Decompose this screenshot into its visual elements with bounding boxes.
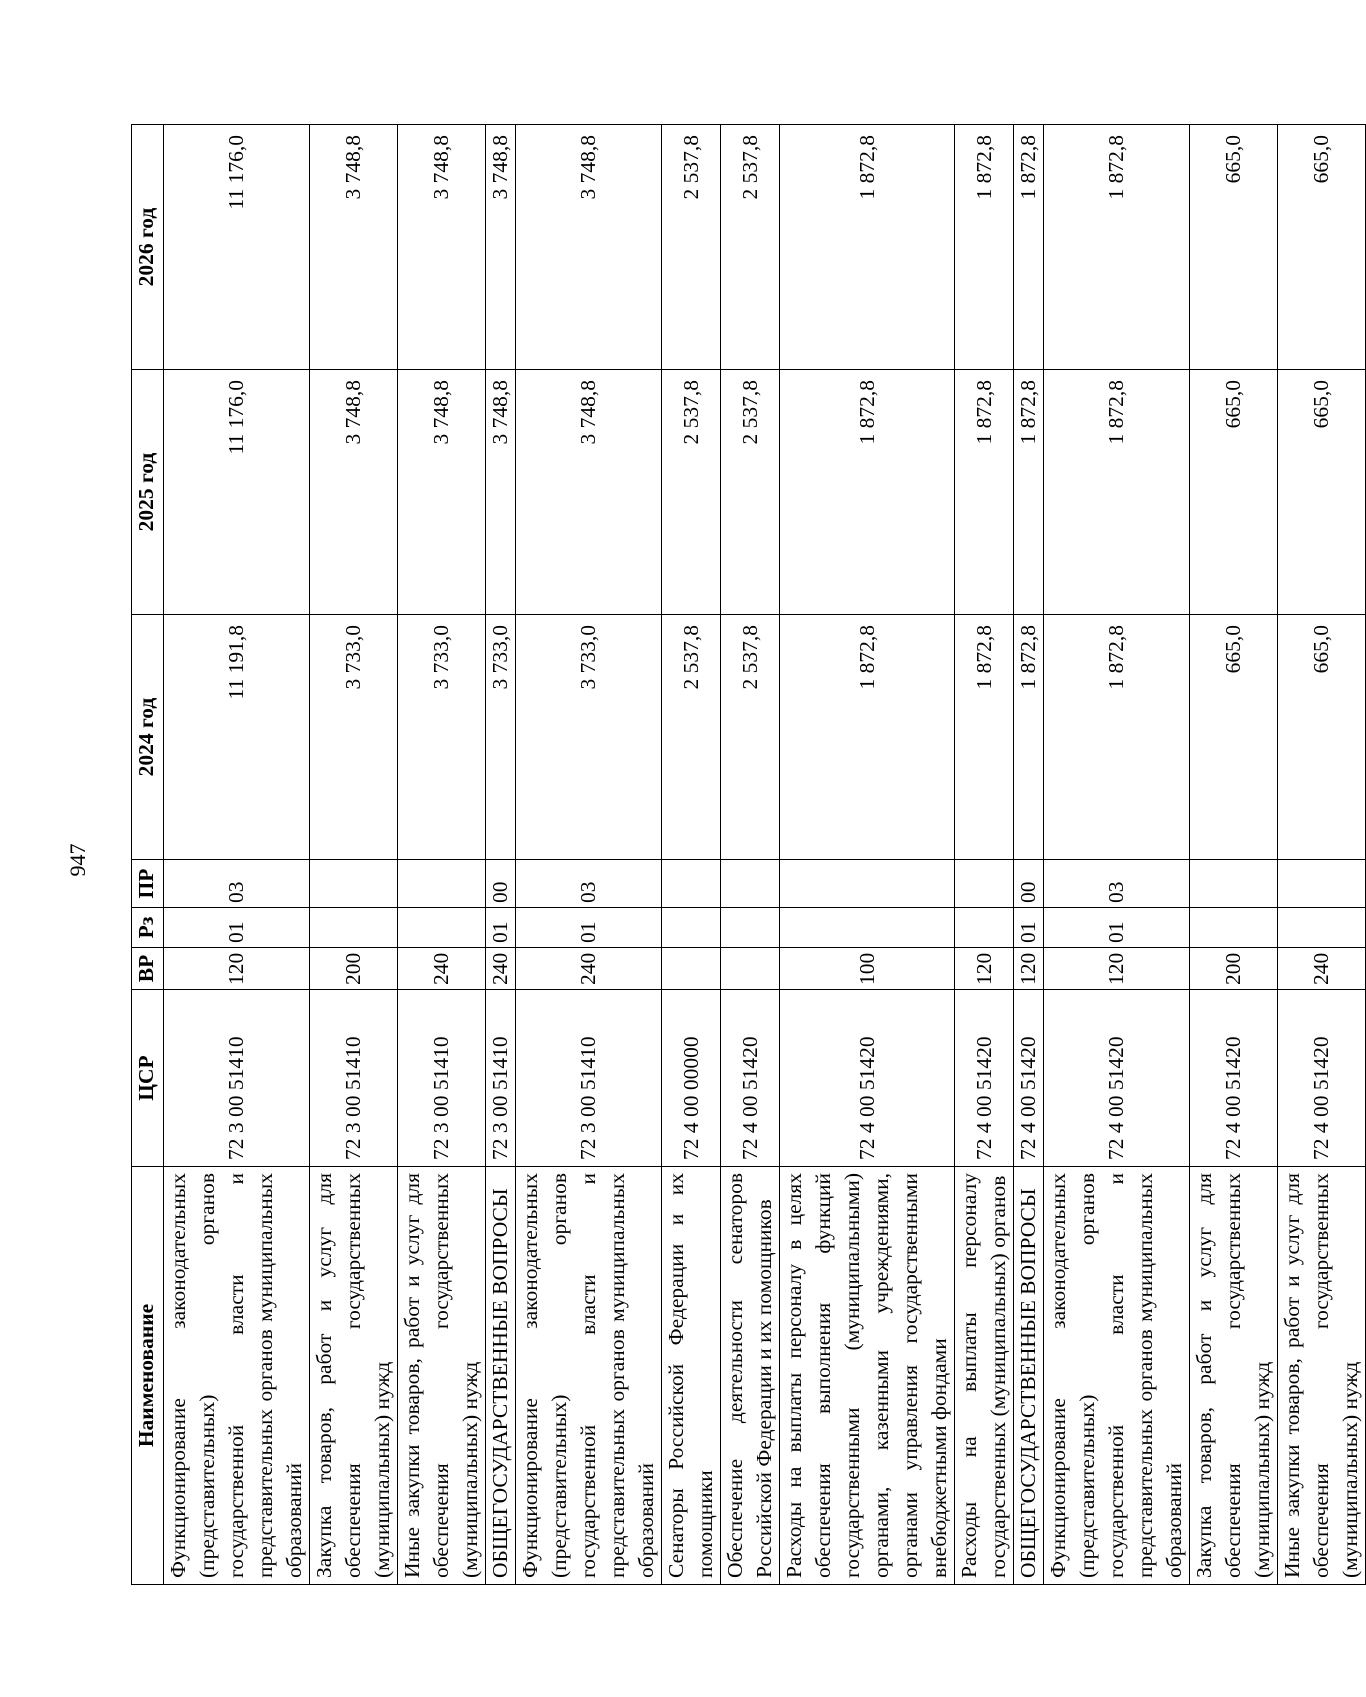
- table-row: [955, 125, 1014, 1585]
- table-row: [1014, 125, 1044, 1585]
- row-2024: 1 872,8: [780, 615, 955, 860]
- row-csr: 72 3 00 51410: [516, 990, 662, 1167]
- row-pr: [1278, 860, 1366, 908]
- row-vr: 120: [164, 948, 310, 990]
- header-rz: Рз: [132, 908, 164, 948]
- header-2026: 2026 год: [132, 125, 164, 370]
- row-2024: 665,0: [1190, 615, 1278, 860]
- row-rz: 01: [164, 908, 310, 948]
- row-rz: 01: [1044, 908, 1190, 948]
- table-row: [310, 125, 398, 1585]
- table-row: [516, 125, 662, 1585]
- table-row: [662, 125, 721, 1585]
- row-vr: 200: [1190, 948, 1278, 990]
- row-name: Закупка товаров, работ и услуг для обеспечения государственных (муниципальных) нужд: [310, 1167, 398, 1585]
- row-2026: 2 537,8: [662, 125, 721, 370]
- row-vr: 240: [398, 948, 486, 990]
- row-name: ОБЩЕГОСУДАРСТВЕННЫЕ ВОПРОСЫ: [486, 1167, 516, 1585]
- row-name: Функционирование законодательных (представительных) органов государственной власти и представительных органов муниципальных образований: [516, 1167, 662, 1585]
- row-rz: 01: [1014, 908, 1044, 948]
- table-row: [164, 125, 310, 1585]
- row-2026: 1 872,8: [780, 125, 955, 370]
- row-pr: [1190, 860, 1278, 908]
- row-2024: 11 191,8: [164, 615, 310, 860]
- row-2025: 665,0: [1190, 370, 1278, 615]
- row-pr: [955, 860, 1014, 908]
- table-row: [780, 125, 955, 1585]
- row-vr: 120: [955, 948, 1014, 990]
- row-csr: 72 4 00 51420: [1014, 990, 1044, 1167]
- row-pr: [721, 860, 780, 908]
- row-name: Функционирование законодательных (представительных) органов государственной власти и представительных органов муниципальных образований: [1044, 1167, 1190, 1585]
- row-csr: 72 4 00 00000: [662, 990, 721, 1167]
- row-2024: 3 733,0: [398, 615, 486, 860]
- row-name: ОБЩЕГОСУДАРСТВЕННЫЕ ВОПРОСЫ: [1014, 1167, 1044, 1585]
- row-pr: [662, 860, 721, 908]
- row-name: Иные закупки товаров, работ и услуг для обеспечения государственных (муниципальных) нужд: [398, 1167, 486, 1585]
- row-2025: 11 176,0: [164, 370, 310, 615]
- row-pr: 03: [1044, 860, 1190, 908]
- row-vr: 240: [486, 948, 516, 990]
- row-rz: [1190, 908, 1278, 948]
- row-2026: 665,0: [1278, 125, 1366, 370]
- row-2025: 1 872,8: [1014, 370, 1044, 615]
- row-2024: 3 733,0: [516, 615, 662, 860]
- row-vr: 240: [516, 948, 662, 990]
- row-2025: 3 748,8: [516, 370, 662, 615]
- table-row: [721, 125, 780, 1585]
- header-2024: 2024 год: [132, 615, 164, 860]
- row-2024: 2 537,8: [721, 615, 780, 860]
- header-csr: ЦСР: [132, 990, 164, 1167]
- row-2026: 3 748,8: [398, 125, 486, 370]
- header-name: Наименование: [132, 1167, 164, 1585]
- rotated-table-container: [131, 125, 1362, 1585]
- row-2025: 3 748,8: [398, 370, 486, 615]
- row-rz: [955, 908, 1014, 948]
- row-csr: 72 3 00 51410: [310, 990, 398, 1167]
- row-name: Обеспечение деятельности сенаторов Российской Федерации и их помощников: [721, 1167, 780, 1585]
- budget-table: [131, 124, 1366, 1585]
- row-2024: 3 733,0: [486, 615, 516, 860]
- row-rz: [1278, 908, 1366, 948]
- row-rz: [662, 908, 721, 948]
- row-rz: [721, 908, 780, 948]
- row-2024: 1 872,8: [1044, 615, 1190, 860]
- row-pr: 00: [1014, 860, 1044, 908]
- row-pr: 00: [486, 860, 516, 908]
- row-pr: [780, 860, 955, 908]
- row-2026: 2 537,8: [721, 125, 780, 370]
- row-2026: 3 748,8: [516, 125, 662, 370]
- row-vr: 100: [780, 948, 955, 990]
- table-row: [398, 125, 486, 1585]
- row-name: Функционирование законодательных (представительных) органов государственной власти и представительных органов муниципальных образований: [164, 1167, 310, 1585]
- table-row: [1044, 125, 1190, 1585]
- row-2025: 1 872,8: [955, 370, 1014, 615]
- row-2024: 2 537,8: [662, 615, 721, 860]
- row-csr: 72 3 00 51410: [398, 990, 486, 1167]
- row-2025: 1 872,8: [1044, 370, 1190, 615]
- row-2025: 665,0: [1278, 370, 1366, 615]
- row-name: Расходы на выплаты персоналу в целях обеспечения выполнения функций государственными (муниципальными) органами, казенными учреждениями, органами управления государственными внебюджетными фондами: [780, 1167, 955, 1585]
- row-csr: 72 4 00 51420: [955, 990, 1014, 1167]
- row-pr: [398, 860, 486, 908]
- header-2025: 2025 год: [132, 370, 164, 615]
- row-pr: [310, 860, 398, 908]
- row-csr: 72 4 00 51420: [1278, 990, 1366, 1167]
- row-2024: 3 733,0: [310, 615, 398, 860]
- page-number: 947: [65, 843, 90, 877]
- row-vr: [721, 948, 780, 990]
- row-name: Иные закупки товаров, работ и услуг для обеспечения государственных (муниципальных) нужд: [1278, 1167, 1366, 1585]
- row-2024: 1 872,8: [1014, 615, 1044, 860]
- row-2026: 1 872,8: [1014, 125, 1044, 370]
- table-row: [1278, 125, 1366, 1585]
- row-2026: 1 872,8: [1044, 125, 1190, 370]
- row-csr: 72 4 00 51420: [780, 990, 955, 1167]
- row-name: Закупка товаров, работ и услуг для обеспечения государственных (муниципальных) нужд: [1190, 1167, 1278, 1585]
- row-vr: 200: [310, 948, 398, 990]
- row-csr: 72 3 00 51410: [486, 990, 516, 1167]
- row-vr: [662, 948, 721, 990]
- row-rz: 01: [516, 908, 662, 948]
- row-name: Сенаторы Российской Федерации и их помощники: [662, 1167, 721, 1585]
- row-2026: 1 872,8: [955, 125, 1014, 370]
- row-2024: 1 872,8: [955, 615, 1014, 860]
- row-rz: 01: [486, 908, 516, 948]
- row-csr: 72 3 00 51410: [164, 990, 310, 1167]
- row-2025: 3 748,8: [486, 370, 516, 615]
- table-header-row: [132, 125, 164, 1585]
- row-rz: [310, 908, 398, 948]
- row-pr: 03: [516, 860, 662, 908]
- row-2026: 11 176,0: [164, 125, 310, 370]
- table-row: [486, 125, 516, 1585]
- row-2024: 665,0: [1278, 615, 1366, 860]
- row-2025: 2 537,8: [662, 370, 721, 615]
- row-2026: 665,0: [1190, 125, 1278, 370]
- row-2025: 3 748,8: [310, 370, 398, 615]
- table-row: [1190, 125, 1278, 1585]
- row-2025: 1 872,8: [780, 370, 955, 615]
- row-2025: 2 537,8: [721, 370, 780, 615]
- row-2026: 3 748,8: [310, 125, 398, 370]
- header-vr: ВР: [132, 948, 164, 990]
- row-name: Расходы на выплаты персоналу государственных (муниципальных) органов: [955, 1167, 1014, 1585]
- row-2026: 3 748,8: [486, 125, 516, 370]
- row-vr: 120: [1044, 948, 1190, 990]
- row-vr: 240: [1278, 948, 1366, 990]
- row-csr: 72 4 00 51420: [1044, 990, 1190, 1167]
- row-rz: [398, 908, 486, 948]
- row-rz: [780, 908, 955, 948]
- header-pr: ПР: [132, 860, 164, 908]
- row-csr: 72 4 00 51420: [721, 990, 780, 1167]
- row-vr: 120: [1014, 948, 1044, 990]
- row-csr: 72 4 00 51420: [1190, 990, 1278, 1167]
- row-pr: 03: [164, 860, 310, 908]
